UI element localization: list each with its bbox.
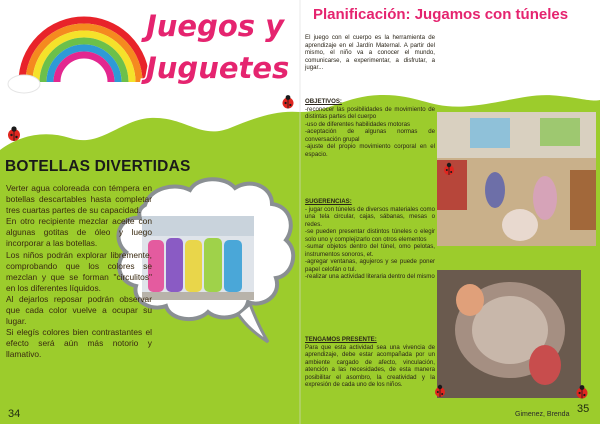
list-item: - jugar con túneles de diversos materiales como una tela circular, cajas, sábanas, mesas o redes. — [305, 205, 435, 228]
tengamos-paragraph: Para que esta actividad sea una vivencia de aprendizaje, debe estar acompañada por un ambiente cargado de afecto, vinculación, atención a las necesidades, de esta manera posibilitar el asombro, la creatividad y la expresión de cada uno de los niños. — [305, 343, 435, 388]
list-item: -realizar una actividad literaria dentro del mismo — [305, 273, 435, 280]
rainbow-graphic — [8, 20, 146, 93]
section-heading: BOTELLAS DIVERTIDAS — [5, 158, 191, 175]
list-item: -sumar objetos dentro del túnel, omo pelotas, instrumentos sonoros, et. — [305, 243, 435, 258]
body-paragraph: En otro recipiente mezclar aceite con algunas gotitas de óleo y luego incorporar a las botellas. — [6, 216, 152, 249]
tengamos-block — [305, 336, 435, 389]
classroom-photo-top — [437, 112, 596, 246]
ladybug-icon — [8, 126, 20, 141]
title-line-2: Juguetes — [146, 51, 290, 85]
magazine-title — [141, 9, 289, 85]
sugerencias-block — [305, 198, 435, 281]
sugerencias-heading: SUGERENCIAS: — [305, 198, 352, 205]
author-credit: Gimenez, Brenda — [515, 411, 570, 418]
ladybug-icon — [283, 95, 294, 108]
body-paragraph: Al dejarlos reposar podrán observar que cada color vuelve a ocupar su lugar. — [6, 293, 152, 327]
body-paragraph: Si elegís colores bien contrastantes el efecto será aún más notorio y llamativo. — [6, 327, 152, 360]
bottles-photo — [142, 216, 254, 300]
left-body-text — [6, 183, 152, 361]
body-paragraph: Los niños podrán explorar libremente, comprobando que los colores se mezclan y que se forman "circulitos" en los diferentes líquidos. — [6, 249, 152, 293]
title-line-1: Juegos y — [146, 9, 285, 43]
page-number-right: 35 — [577, 403, 590, 415]
intro-paragraph: El juego con el cuerpo es la herramienta de aprendizaje en el Jardín Maternal. A partir del mismo, el niño va a conocer el mundo, comunicarse, a experimentar, a disfrutar, a jugar... — [305, 34, 435, 71]
list-item: -agregar ventanas, agujeros y se puede poner papel celofán o tul. — [305, 258, 435, 273]
objetivos-block — [305, 98, 435, 158]
list-item: -uso de diferentes habilidades motoras — [305, 120, 411, 128]
list-item: -aceptación de algunas normas de conversación grupal — [305, 128, 435, 143]
page-title: Planificación: Jugamos con túneles — [313, 6, 569, 23]
tengamos-heading: TENGAMOS PRESENTE: — [305, 336, 377, 343]
intro-text — [305, 34, 435, 72]
objetivos-heading: OBJETIVOS: — [305, 98, 342, 105]
list-item: -ajuste del propio movimiento corporal en el espacio. — [305, 143, 435, 158]
page-number-left: 34 — [8, 408, 21, 420]
list-item: -reconocer las posibilidades de movimiento de distintas partes del cuerpo — [305, 105, 435, 120]
list-item: -se pueden presentar distintos túneles o elegir solo uno y complejizarlo con otros elementos — [305, 228, 435, 243]
body-paragraph: Verter agua coloreada con témpera en botellas descartables hasta completar tres cuartas partes de su capacidad. — [6, 183, 152, 216]
tunnel-photo-bottom — [437, 270, 581, 398]
